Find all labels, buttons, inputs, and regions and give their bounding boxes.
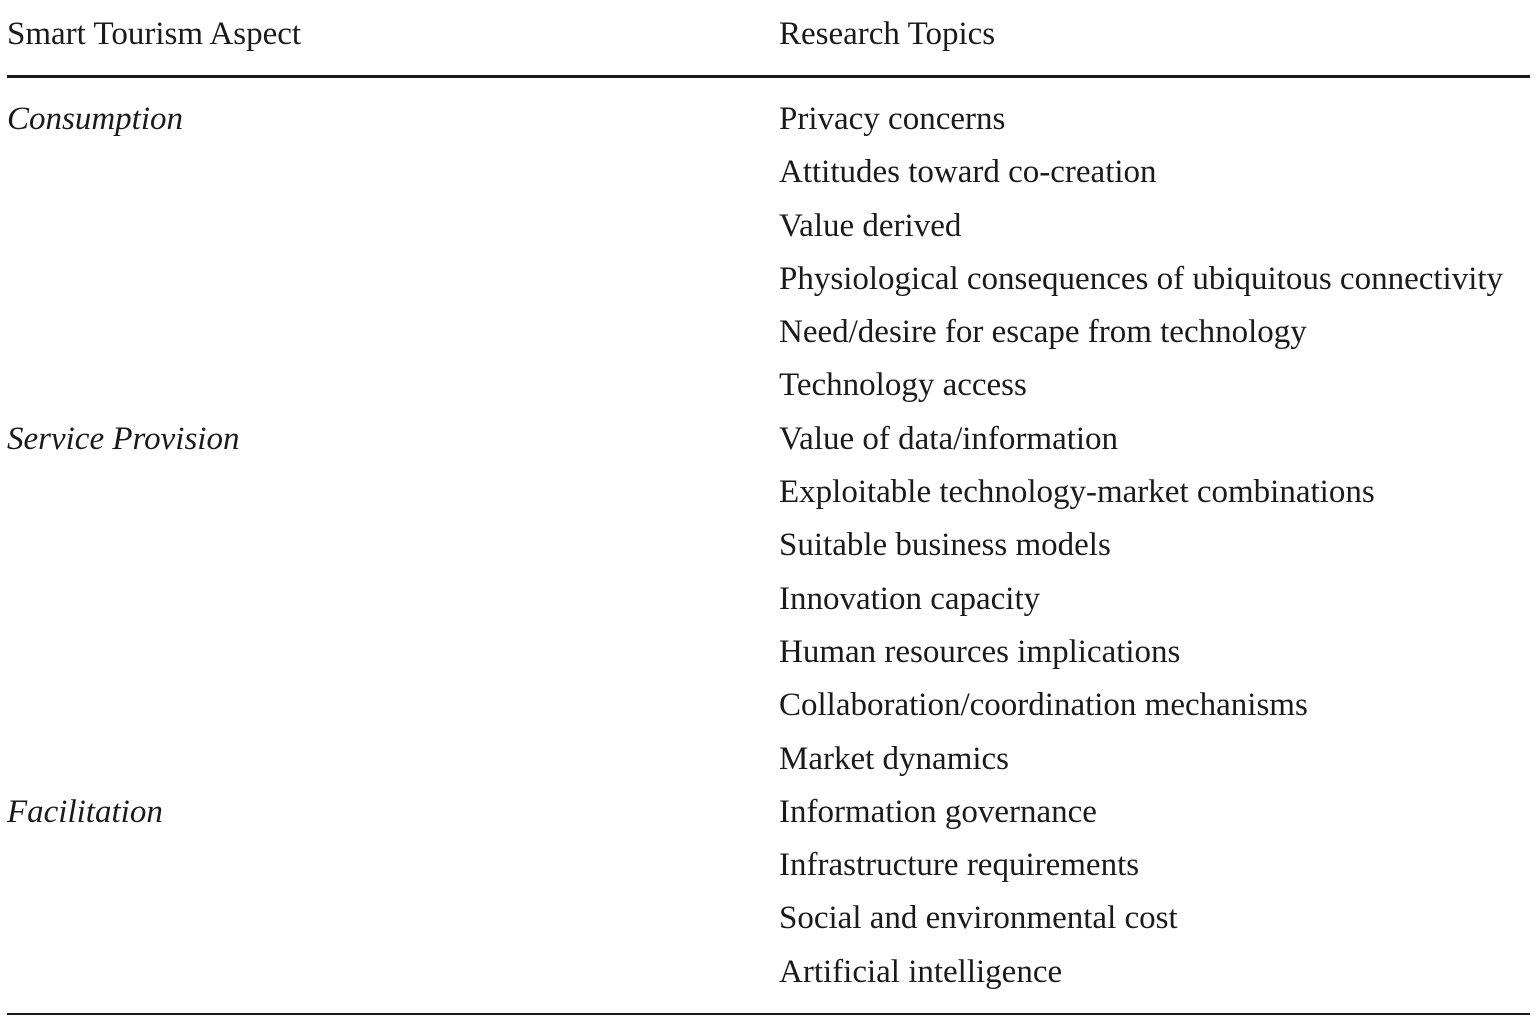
- header-rule: [7, 75, 1530, 78]
- topic-cell: Value derived: [779, 207, 962, 244]
- aspect-cell: Facilitation: [7, 793, 163, 830]
- topic-cell: Market dynamics: [779, 740, 1010, 777]
- table-row: [7, 365, 1530, 418]
- table-row: [7, 952, 1530, 1005]
- aspect-cell: Service Provision: [7, 420, 240, 457]
- topic-cell: Infrastructure requirements: [779, 847, 1140, 884]
- table-row: [7, 152, 1530, 205]
- table-row: [7, 206, 1530, 259]
- topic-cell: Physiological consequences of ubiquitous connectivity: [779, 260, 1504, 297]
- table-row: [7, 99, 1530, 152]
- table-row: [7, 792, 1530, 845]
- bottom-rule: [7, 1013, 1530, 1015]
- table-body: [7, 99, 1530, 1005]
- table-row: [7, 419, 1530, 472]
- header-aspect: Smart Tourism Aspect: [7, 16, 302, 52]
- table-header-row: [7, 14, 1530, 58]
- table-row: [7, 472, 1530, 525]
- table-row: [7, 739, 1530, 792]
- topic-cell: Information governance: [779, 793, 1097, 830]
- topic-cell: Exploitable technology-market combinations: [779, 474, 1375, 511]
- table-row: [7, 579, 1530, 632]
- topic-cell: Attitudes toward co-creation: [779, 154, 1157, 191]
- table-row: [7, 312, 1530, 365]
- table-row: [7, 525, 1530, 578]
- topic-cell: Privacy concerns: [779, 101, 1006, 137]
- topic-cell: Human resources implications: [779, 633, 1181, 670]
- header-research-topics: Research Topics: [779, 16, 996, 52]
- research-topics-table: [7, 0, 1530, 1016]
- table-row: [7, 685, 1530, 738]
- table-row: [7, 898, 1530, 951]
- topic-cell: Suitable business models: [779, 527, 1111, 564]
- table-row: [7, 845, 1530, 898]
- topic-cell: Artificial intelligence: [779, 953, 1063, 990]
- table-row: [7, 259, 1530, 312]
- aspect-cell: Consumption: [7, 101, 184, 137]
- topic-cell: Need/desire for escape from technology: [779, 314, 1307, 351]
- table-row: [7, 632, 1530, 685]
- topic-cell: Social and environmental cost: [779, 900, 1178, 937]
- topic-cell: Innovation capacity: [779, 580, 1041, 617]
- topic-cell: Collaboration/coordination mechanisms: [779, 687, 1308, 724]
- topic-cell: Technology access: [779, 367, 1027, 404]
- topic-cell: Value of data/information: [779, 420, 1119, 457]
